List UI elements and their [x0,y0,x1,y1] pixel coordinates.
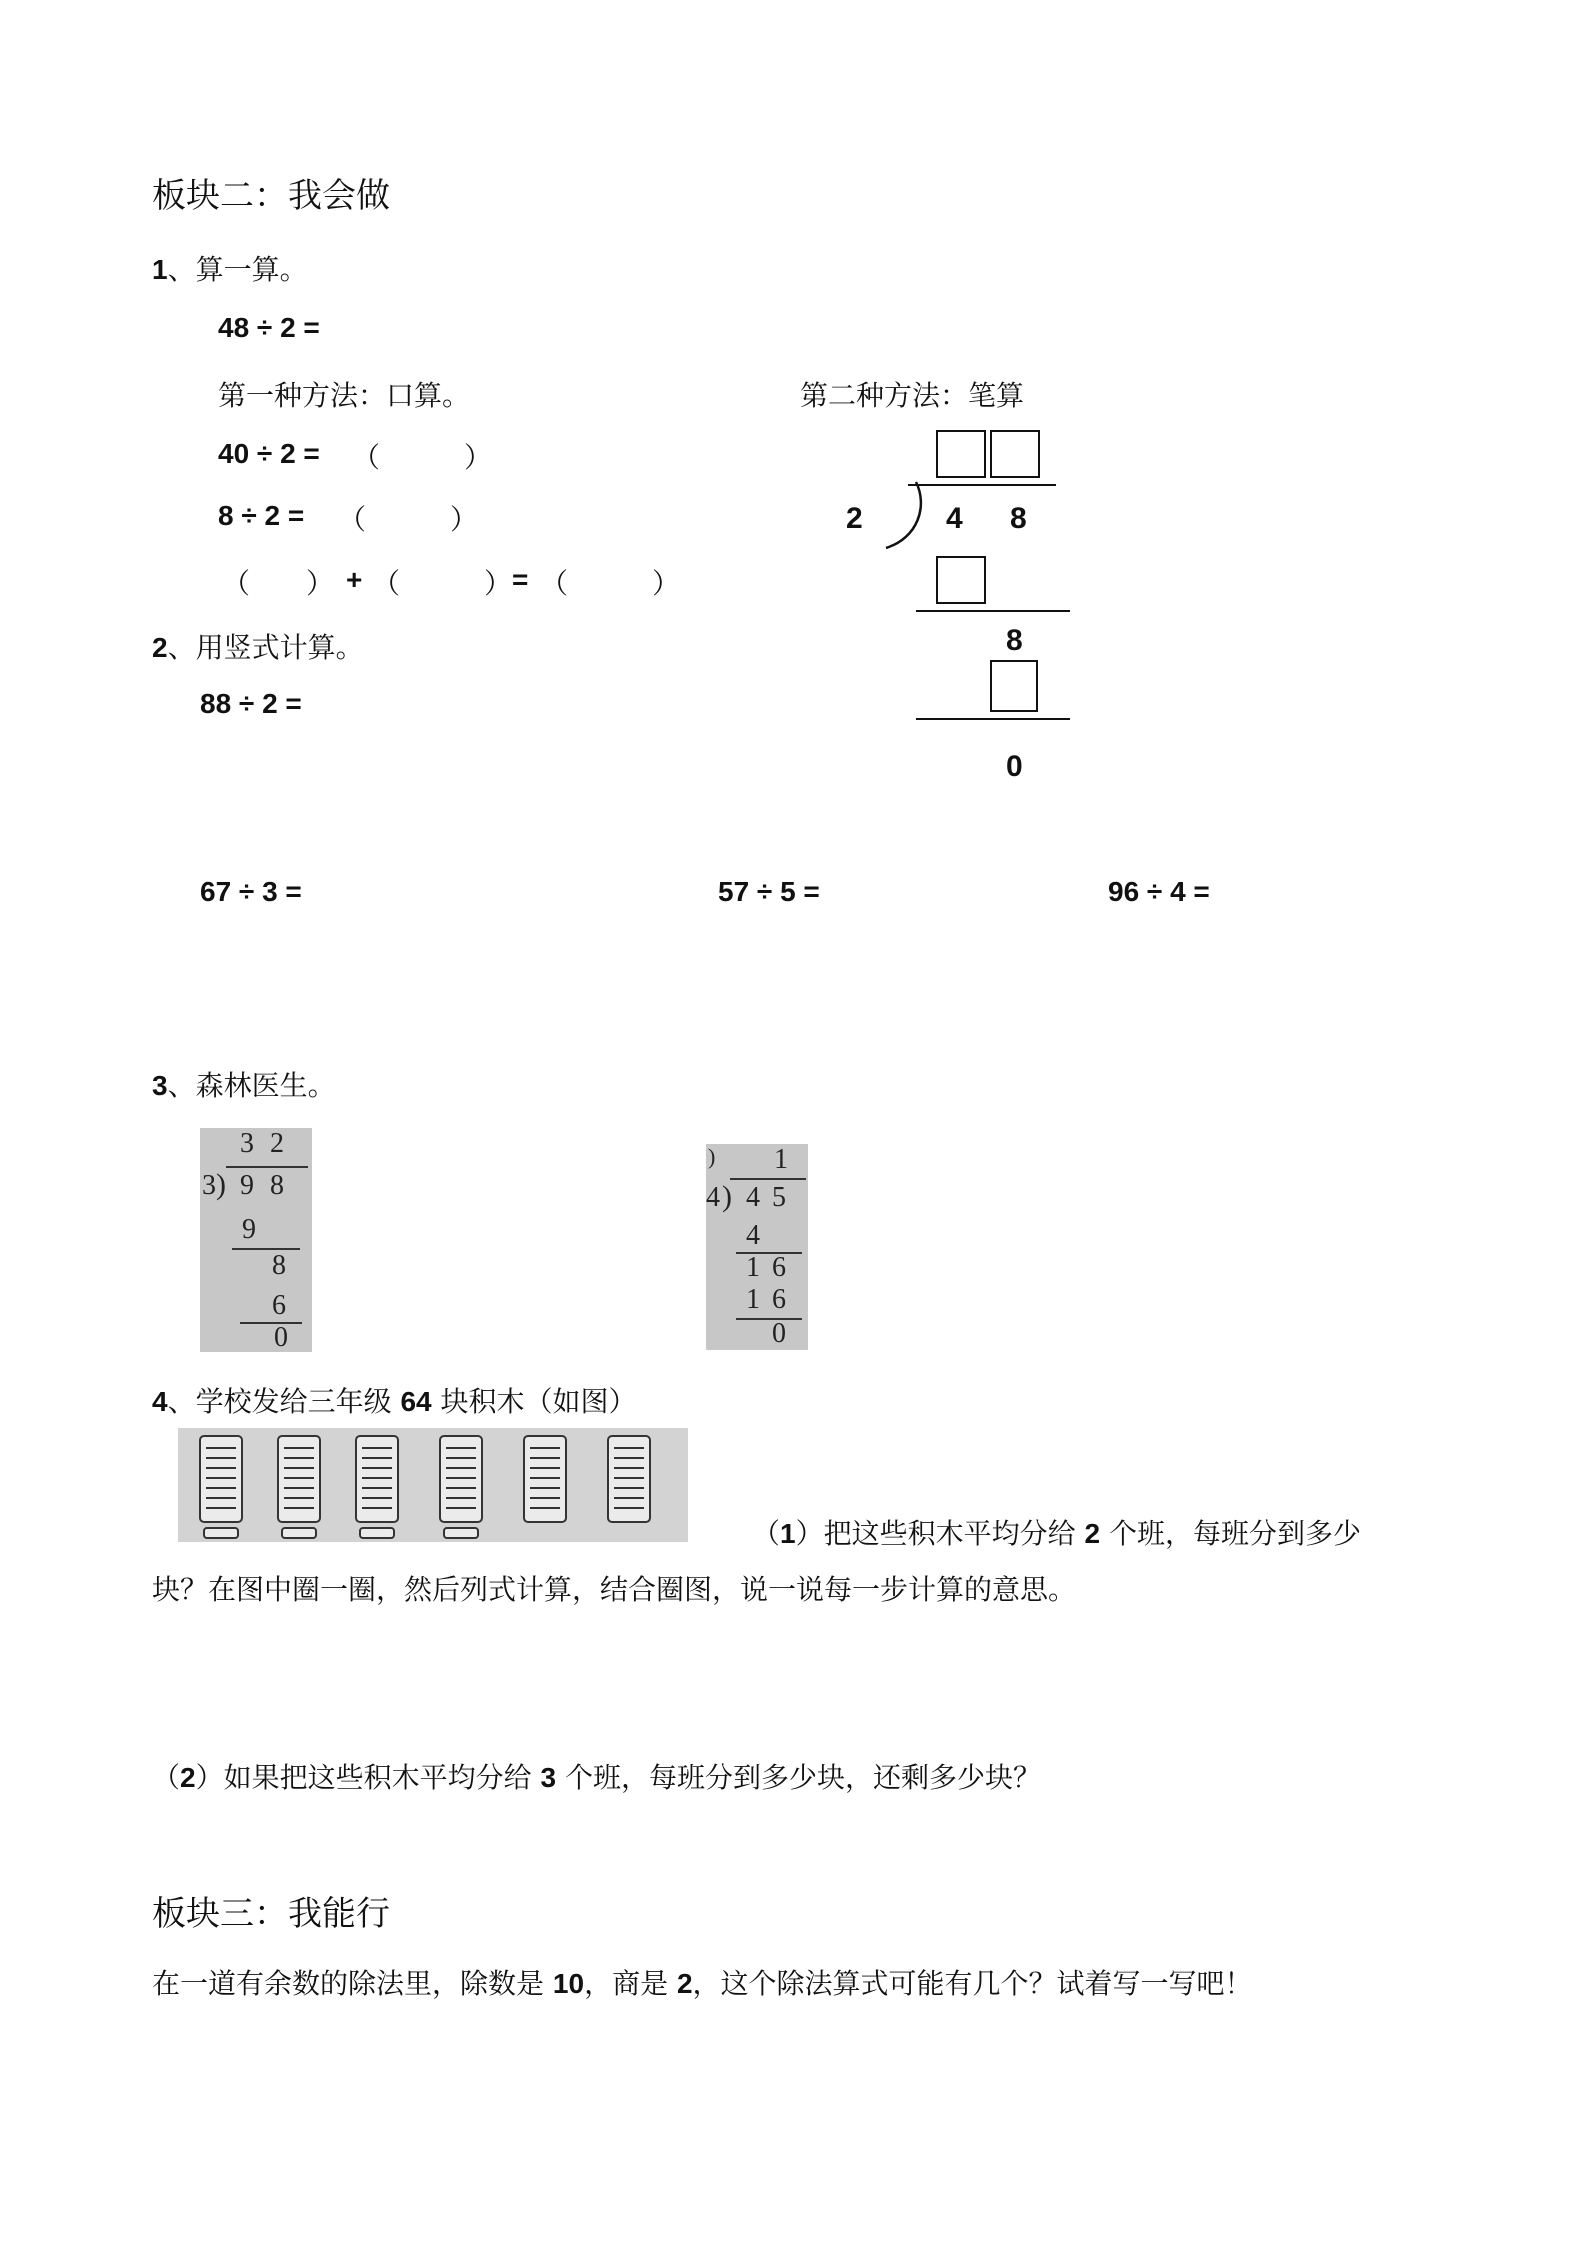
q4-sub2-pre: ）如果把这些积木平均分给 [195,1761,541,1794]
photo2-line-3 [736,1318,802,1320]
oral-line3-blank2: （ ） [372,567,513,600]
oral-line3-plus: + [346,564,363,595]
q4-sub1-pre: ）把这些积木平均分给 [795,1517,1085,1550]
oral-line1-blank: （ ） [352,441,493,474]
block-stack [608,1436,650,1522]
q2-expr-67: 67 ÷ 3 = [200,876,302,907]
q1-title-text: 、算一算。 [167,253,308,286]
oral-line2-blank: （ ） [338,503,479,536]
q4-sub2: （2）如果把这些积木平均分给 3 个班，每班分到多少块，还剩多少块？ [152,1761,1041,1794]
block-stack [356,1436,398,1538]
block-stack [278,1436,320,1538]
photo2-quotient: 1 [774,1144,788,1175]
divisor-digit: 2 [846,502,863,535]
section3-quotient: 2 [676,1968,693,1999]
photo2-step3-tens: 1 [746,1284,760,1315]
photo2-step2-tens: 1 [746,1252,760,1283]
dividend-ones-digit: 8 [1010,502,1027,535]
photo2-dividend-tens: 4 [746,1182,760,1213]
photo1-top-line [226,1166,308,1168]
q4-sub1-classes: 2 [1084,1518,1101,1549]
q1-number: 1 [152,254,168,285]
oral-line3-blank1: （ ） [222,567,335,600]
q1-expression: 48 ÷ 2 = [218,312,320,343]
q4-block-count: 64 [400,1386,432,1417]
section3-text-post: ，这个除法算式可能有几个？试着写一写吧！ [692,1967,1253,2000]
q2-expr-88: 88 ÷ 2 = [200,688,302,719]
bring-down-digit: 8 [1006,624,1023,657]
photo1-dividend-tens: 9 [240,1170,254,1201]
dividend-tens-digit: 4 [946,502,963,535]
q4-number: 4 [152,1386,168,1417]
q2-number: 2 [152,632,168,663]
block-stack [440,1436,482,1538]
quotient-tens-box[interactable] [936,430,986,478]
section3-heading: 板块三：我能行 [152,1894,390,1934]
photo1-remainder: 0 [274,1322,288,1353]
section3-text-mid: ，商是 [584,1967,677,2000]
q3-title-text: 、森林医生。 [167,1069,336,1102]
remainder-digit: 0 [1006,750,1023,783]
block-stacks-illustration [178,1428,688,1542]
division-line-3 [916,718,1070,720]
oral-line3-equals: = [512,564,529,595]
photo1-bracket: ) [216,1168,226,1201]
division-line-2 [916,610,1070,612]
q4-sub2-post: 个班，每班分到多少块，还剩多少块？ [556,1761,1041,1794]
photo1-divisor: 3 [202,1170,216,1201]
q4-sub2-number: 2 [180,1762,196,1793]
q4-title-post: 块积木（如图） [431,1385,637,1418]
photo1-step3: 6 [272,1290,286,1321]
photo2-step1: 4 [746,1220,760,1251]
photo1-quotient-ones: 2 [270,1128,284,1159]
photo2-top-line [730,1178,806,1180]
q2-title-text: 、用竖式计算。 [167,631,364,664]
section3-text-pre: 在一道有余数的除法里，除数是 [152,1967,553,2000]
oral-line3-blank3: （ ） [540,567,681,600]
second-product-box[interactable] [990,660,1038,712]
photo2-divisor: 4 [706,1182,720,1213]
photo2-edge-mark: ) [708,1144,716,1169]
section3-divisor: 10 [552,1968,585,1999]
photo1-line-3 [240,1322,302,1324]
q3-number: 3 [152,1070,168,1101]
photo1-line-2 [232,1248,300,1250]
photo2-dividend-ones: 5 [772,1182,786,1213]
division-bracket [870,476,930,556]
division-photo-1 [200,1128,312,1352]
q4-sub1-line1: （1）把这些积木平均分给 2 个班，每班分到多少 [752,1517,1361,1550]
photo2-step2-ones: 6 [772,1252,786,1283]
q1-title [152,248,308,288]
division-photo-2 [706,1144,808,1350]
q2-expr-96: 96 ÷ 4 = [1108,876,1210,907]
photo1-step1: 9 [242,1214,256,1245]
q4-sub1-number: 1 [780,1518,796,1549]
oral-line2-expr: 8 ÷ 2 = [218,500,305,531]
q2-expr-57: 57 ÷ 5 = [718,876,820,907]
photo2-step3-ones: 6 [772,1284,786,1315]
first-product-box[interactable] [936,556,986,604]
method1-label: 第一种方法：口算。 [218,379,471,412]
photo1-step2: 8 [272,1250,286,1281]
method2-label: 第二种方法：笔算 [800,379,1025,412]
block-stack [200,1436,242,1538]
q4-title-pre: 、学校发给三年级 [167,1385,401,1418]
block-stack [524,1436,566,1522]
section2-heading: 板块二：我会做 [152,176,390,216]
q3-title [152,1064,336,1104]
photo1-quotient-tens: 3 [240,1128,254,1159]
q2-title [152,626,364,666]
photo1-dividend-ones: 8 [270,1170,284,1201]
section3-question [152,1962,1253,2002]
photo2-remainder: 0 [772,1318,786,1349]
q4-sub1-post: 个班，每班分到多少 [1100,1517,1361,1550]
q4-title [152,1380,637,1420]
division-top-line [908,484,1056,486]
quotient-ones-box[interactable] [990,430,1040,478]
oral-line1-expr: 40 ÷ 2 = [218,438,320,469]
blocks-image [178,1428,688,1542]
q4-sub2-classes: 3 [540,1762,557,1793]
q4-sub1-line2: 块？在图中圈一圈，然后列式计算，结合圈图，说一说每一步计算的意思。 [152,1573,1077,1606]
photo2-bracket: ) [722,1180,732,1213]
